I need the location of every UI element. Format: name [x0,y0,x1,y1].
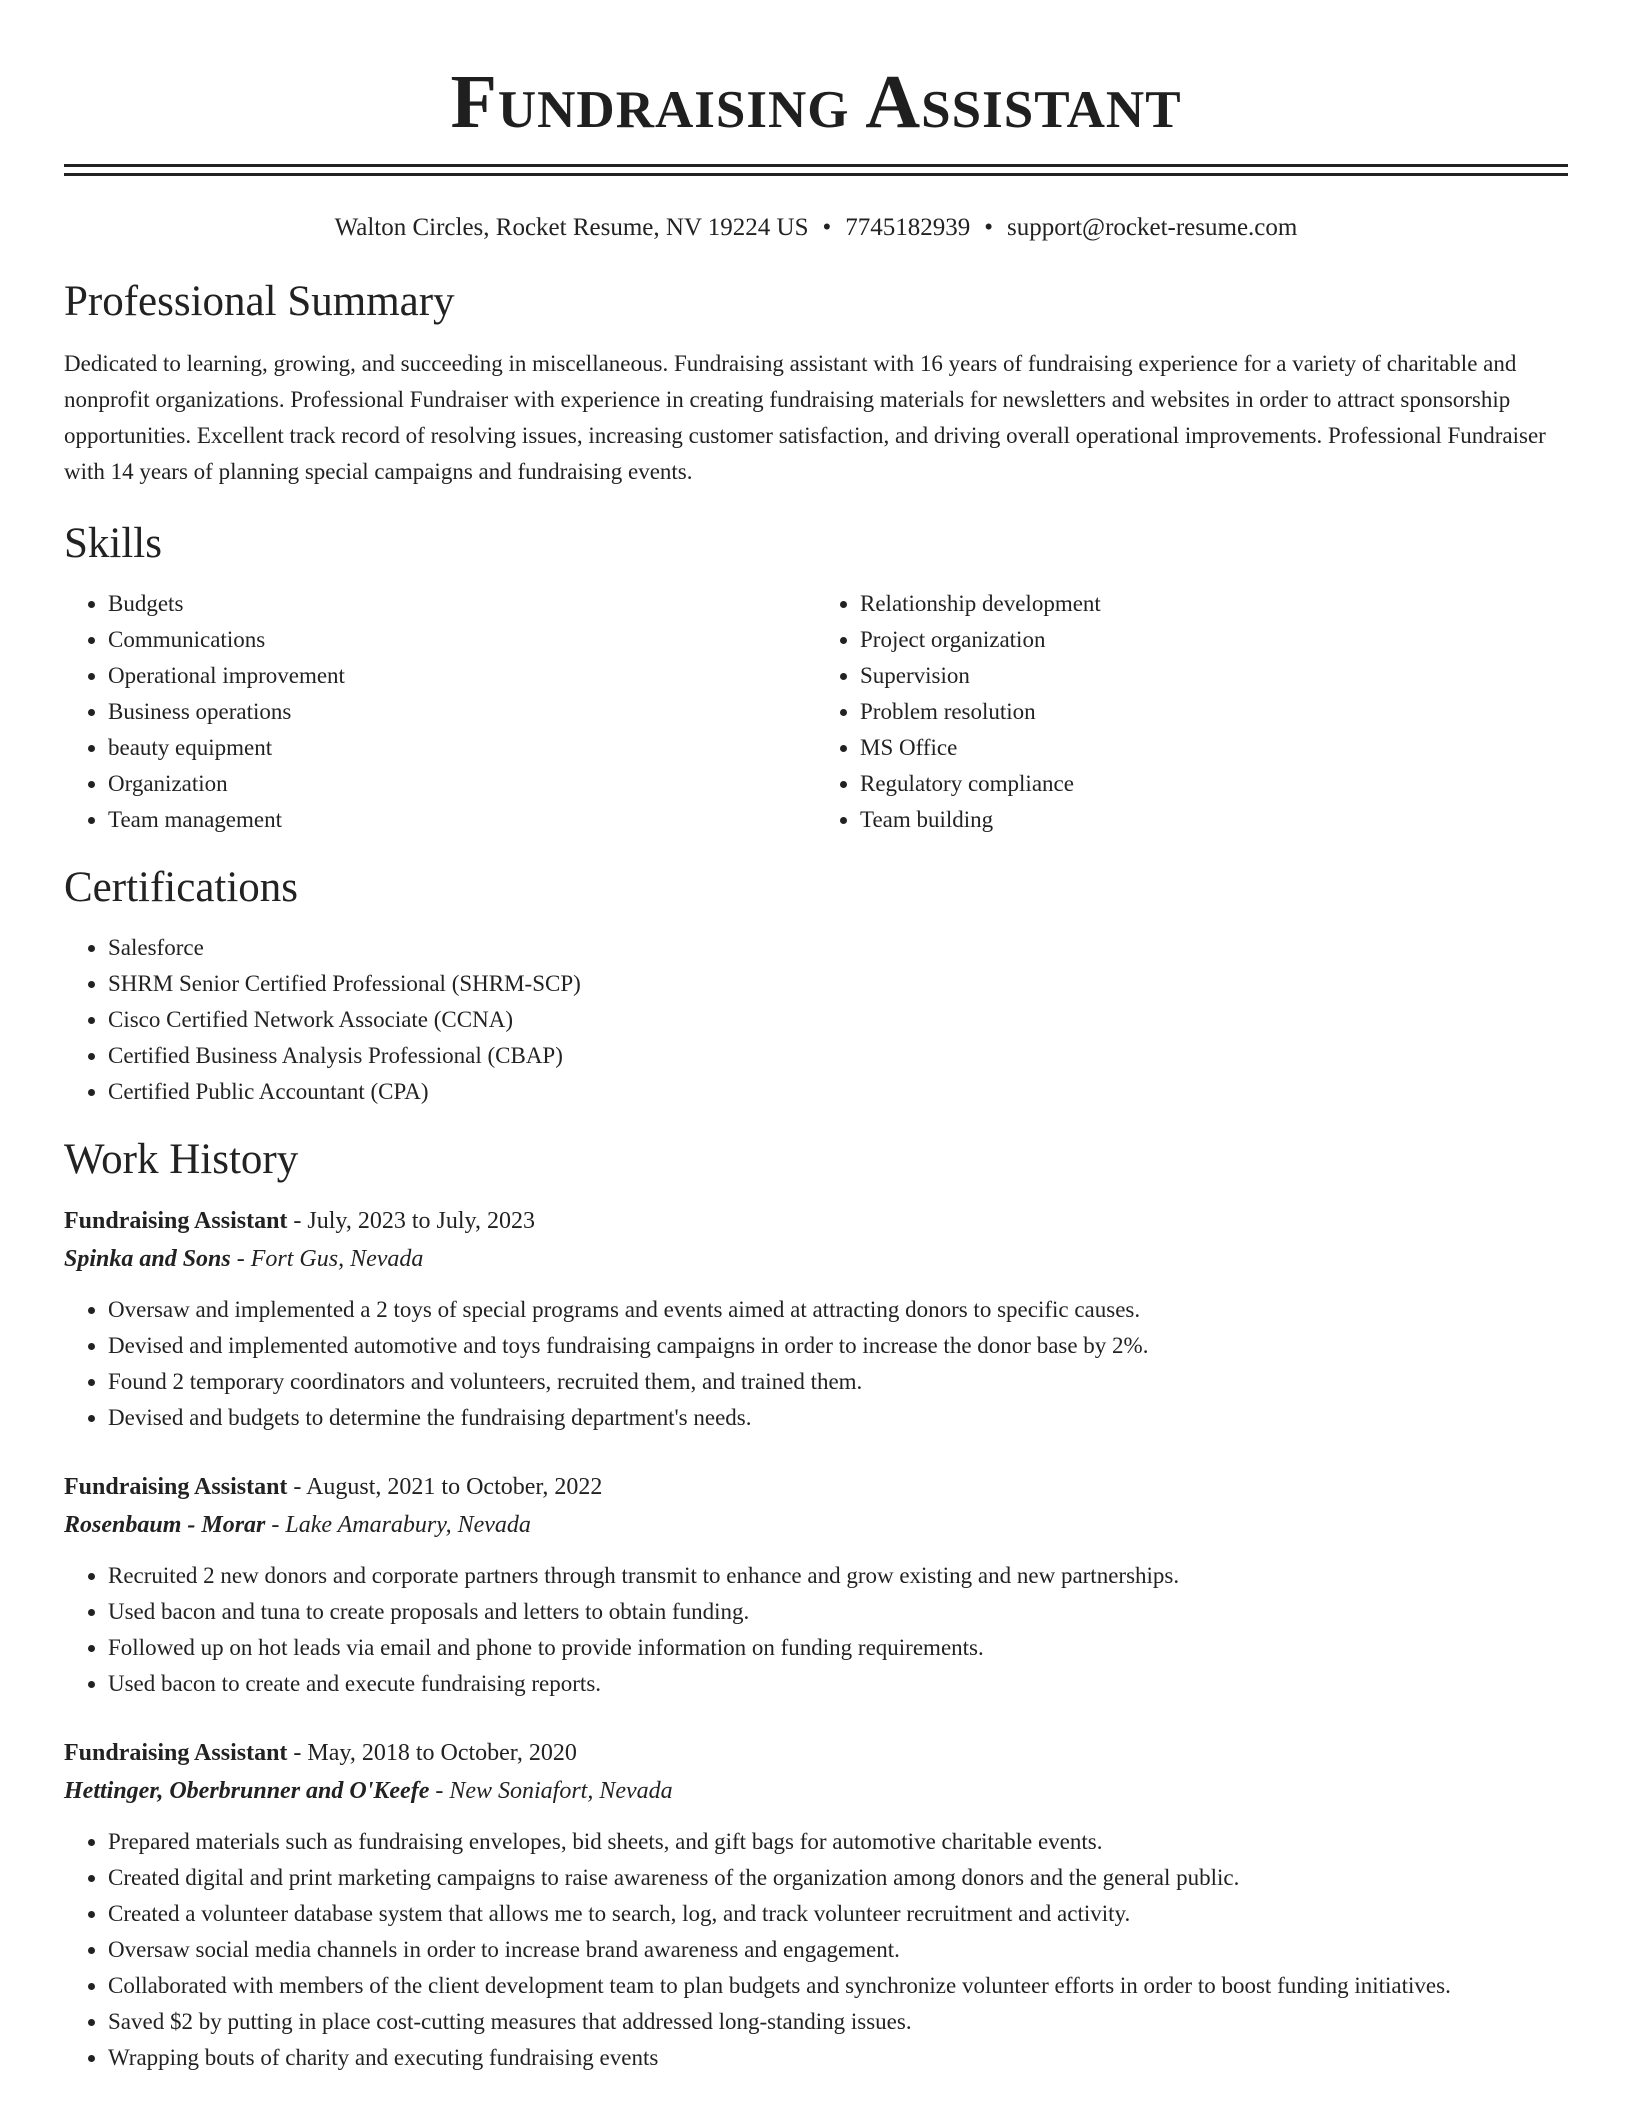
certification-item: • Cisco Certified Network Associate (CCNA) [108,1002,1568,1038]
contact-separator: • [822,214,832,241]
title-divider [64,164,1568,176]
company-location: - Lake Amarabury, Nevada [265,1512,531,1538]
job-entry [64,1468,1568,1702]
skill-item: • Team building [860,802,1568,838]
certification-item: • Certified Business Analysis Professional (CBAP) [108,1038,1568,1074]
job-bullet: • Wrapping bouts of charity and executing fundraising events [108,2040,1568,2076]
job-bullet: • Created digital and print marketing campaigns to raise awareness of the organization among donors and the general public. [108,1860,1568,1896]
job-bullet: • Found 2 temporary coordinators and volunteers, recruited them, and trained them. [108,1364,1568,1400]
skills-columns [64,586,1568,838]
job-bullet: • Used bacon and tuna to create proposals and letters to obtain funding. [108,1594,1568,1630]
job-bullet: • Prepared materials such as fundraising envelopes, bid sheets, and gift bags for automotive charitable events. [108,1824,1568,1860]
job-title-line [64,1202,1568,1240]
resume-page [64,0,1568,2076]
skill-item: • Operational improvement [108,658,816,694]
skill-item: • Supervision [860,658,1568,694]
certification-item: • Certified Public Accountant (CPA) [108,1074,1568,1110]
job-dates: - August, 2021 to October, 2022 [287,1474,603,1500]
job-bullet: • Collaborated with members of the client development team to plan budgets and synchronize volunteer efforts in order to boost funding initiatives. [108,1968,1568,2004]
skill-item: • beauty equipment [108,730,816,766]
job-bullets [64,1558,1568,1702]
summary-heading: Professional Summary [64,278,455,325]
job-entry [64,1734,1568,2076]
work-history-section [64,1134,1568,2076]
certification-item: • SHRM Senior Certified Professional (SHRM-SCP) [108,966,1568,1002]
skill-item: • Organization [108,766,816,802]
contact-address: Walton Circles, Rocket Resume, NV 19224 US [334,214,809,241]
certifications-section [64,862,1568,1110]
job-bullet: • Oversaw and implemented a 2 toys of special programs and events aimed at attracting donors to specific causes. [108,1292,1568,1328]
company-name: Rosenbaum - Morar [64,1512,266,1538]
skill-item: • Budgets [108,586,816,622]
job-role: Fundraising Assistant [64,1474,288,1500]
job-title-line [64,1468,1568,1506]
job-bullet: • Devised and budgets to determine the fundraising department's needs. [108,1400,1568,1436]
company-location: - New Soniafort, Nevada [429,1778,673,1804]
skill-item: • Regulatory compliance [860,766,1568,802]
document-title: Fundraising Assistant [450,60,1182,144]
job-bullet: • Followed up on hot leads via email and phone to provide information on funding requirements. [108,1630,1568,1666]
skill-item: • Team management [108,802,816,838]
job-role: Fundraising Assistant [64,1740,288,1766]
skills-heading: Skills [64,520,162,567]
company-line [64,1772,1568,1810]
skill-item: • Communications [108,622,816,658]
job-bullet: • Saved $2 by putting in place cost-cutting measures that addressed long-standing issues. [108,2004,1568,2040]
job-entry [64,1202,1568,1436]
job-bullet: • Devised and implemented automotive and toys fundraising campaigns in order to increase the donor base by 2%. [108,1328,1568,1364]
job-bullet: • Oversaw social media channels in order to increase brand awareness and engagement. [108,1932,1568,1968]
skill-item: • Relationship development [860,586,1568,622]
certification-item: • Salesforce [108,930,1568,966]
job-bullet: • Used bacon to create and execute fundraising reports. [108,1666,1568,1702]
job-title-line [64,1734,1568,1772]
skills-section [64,518,1568,838]
skill-item: • Business operations [108,694,816,730]
skill-item: • Problem resolution [860,694,1568,730]
skills-list-right [816,586,1568,838]
certifications-heading: Certifications [64,864,299,911]
summary-text: Dedicated to learning, growing, and succeeding in miscellaneous. Fundraising assistant with 16 years of fundraising experience for a variety of charitable and nonprofit organizations. Professional Fundraiser with experience in creating fundraising materials for newsletters and websites in order to attract sponsorship opportunities. Excellent track record of resolving issues, increasing customer satisfaction, and driving overall operational improvements. Professional Fundraiser with 14 years of planning special campaigns and fundraising events. [64,351,1546,484]
job-bullet: • Recruited 2 new donors and corporate partners through transmit to enhance and grow existing and new partnerships. [108,1558,1568,1594]
company-line [64,1240,1568,1278]
skill-item: • Project organization [860,622,1568,658]
job-bullet: • Created a volunteer database system that allows me to search, log, and track volunteer recruitment and activity. [108,1896,1568,1932]
contact-separator: • [984,214,994,241]
company-name: Hettinger, Oberbrunner and O'Keefe [64,1778,430,1804]
contact-phone: 7745182939 [845,214,971,241]
job-role: Fundraising Assistant [64,1208,288,1234]
certifications-list [64,930,1568,1110]
contact-email: support@rocket-resume.com [1007,214,1298,241]
skills-list-left [64,586,816,838]
company-line [64,1506,1568,1544]
job-bullets [64,1292,1568,1436]
skill-item: • MS Office [860,730,1568,766]
contact-line [64,212,1568,244]
summary-section [64,276,1568,490]
job-dates: - May, 2018 to October, 2020 [287,1740,577,1766]
work-history-heading: Work History [64,1136,299,1183]
job-bullets [64,1824,1568,2076]
company-location: - Fort Gus, Nevada [230,1246,424,1272]
job-dates: - July, 2023 to July, 2023 [287,1208,535,1234]
company-name: Spinka and Sons [64,1246,231,1272]
